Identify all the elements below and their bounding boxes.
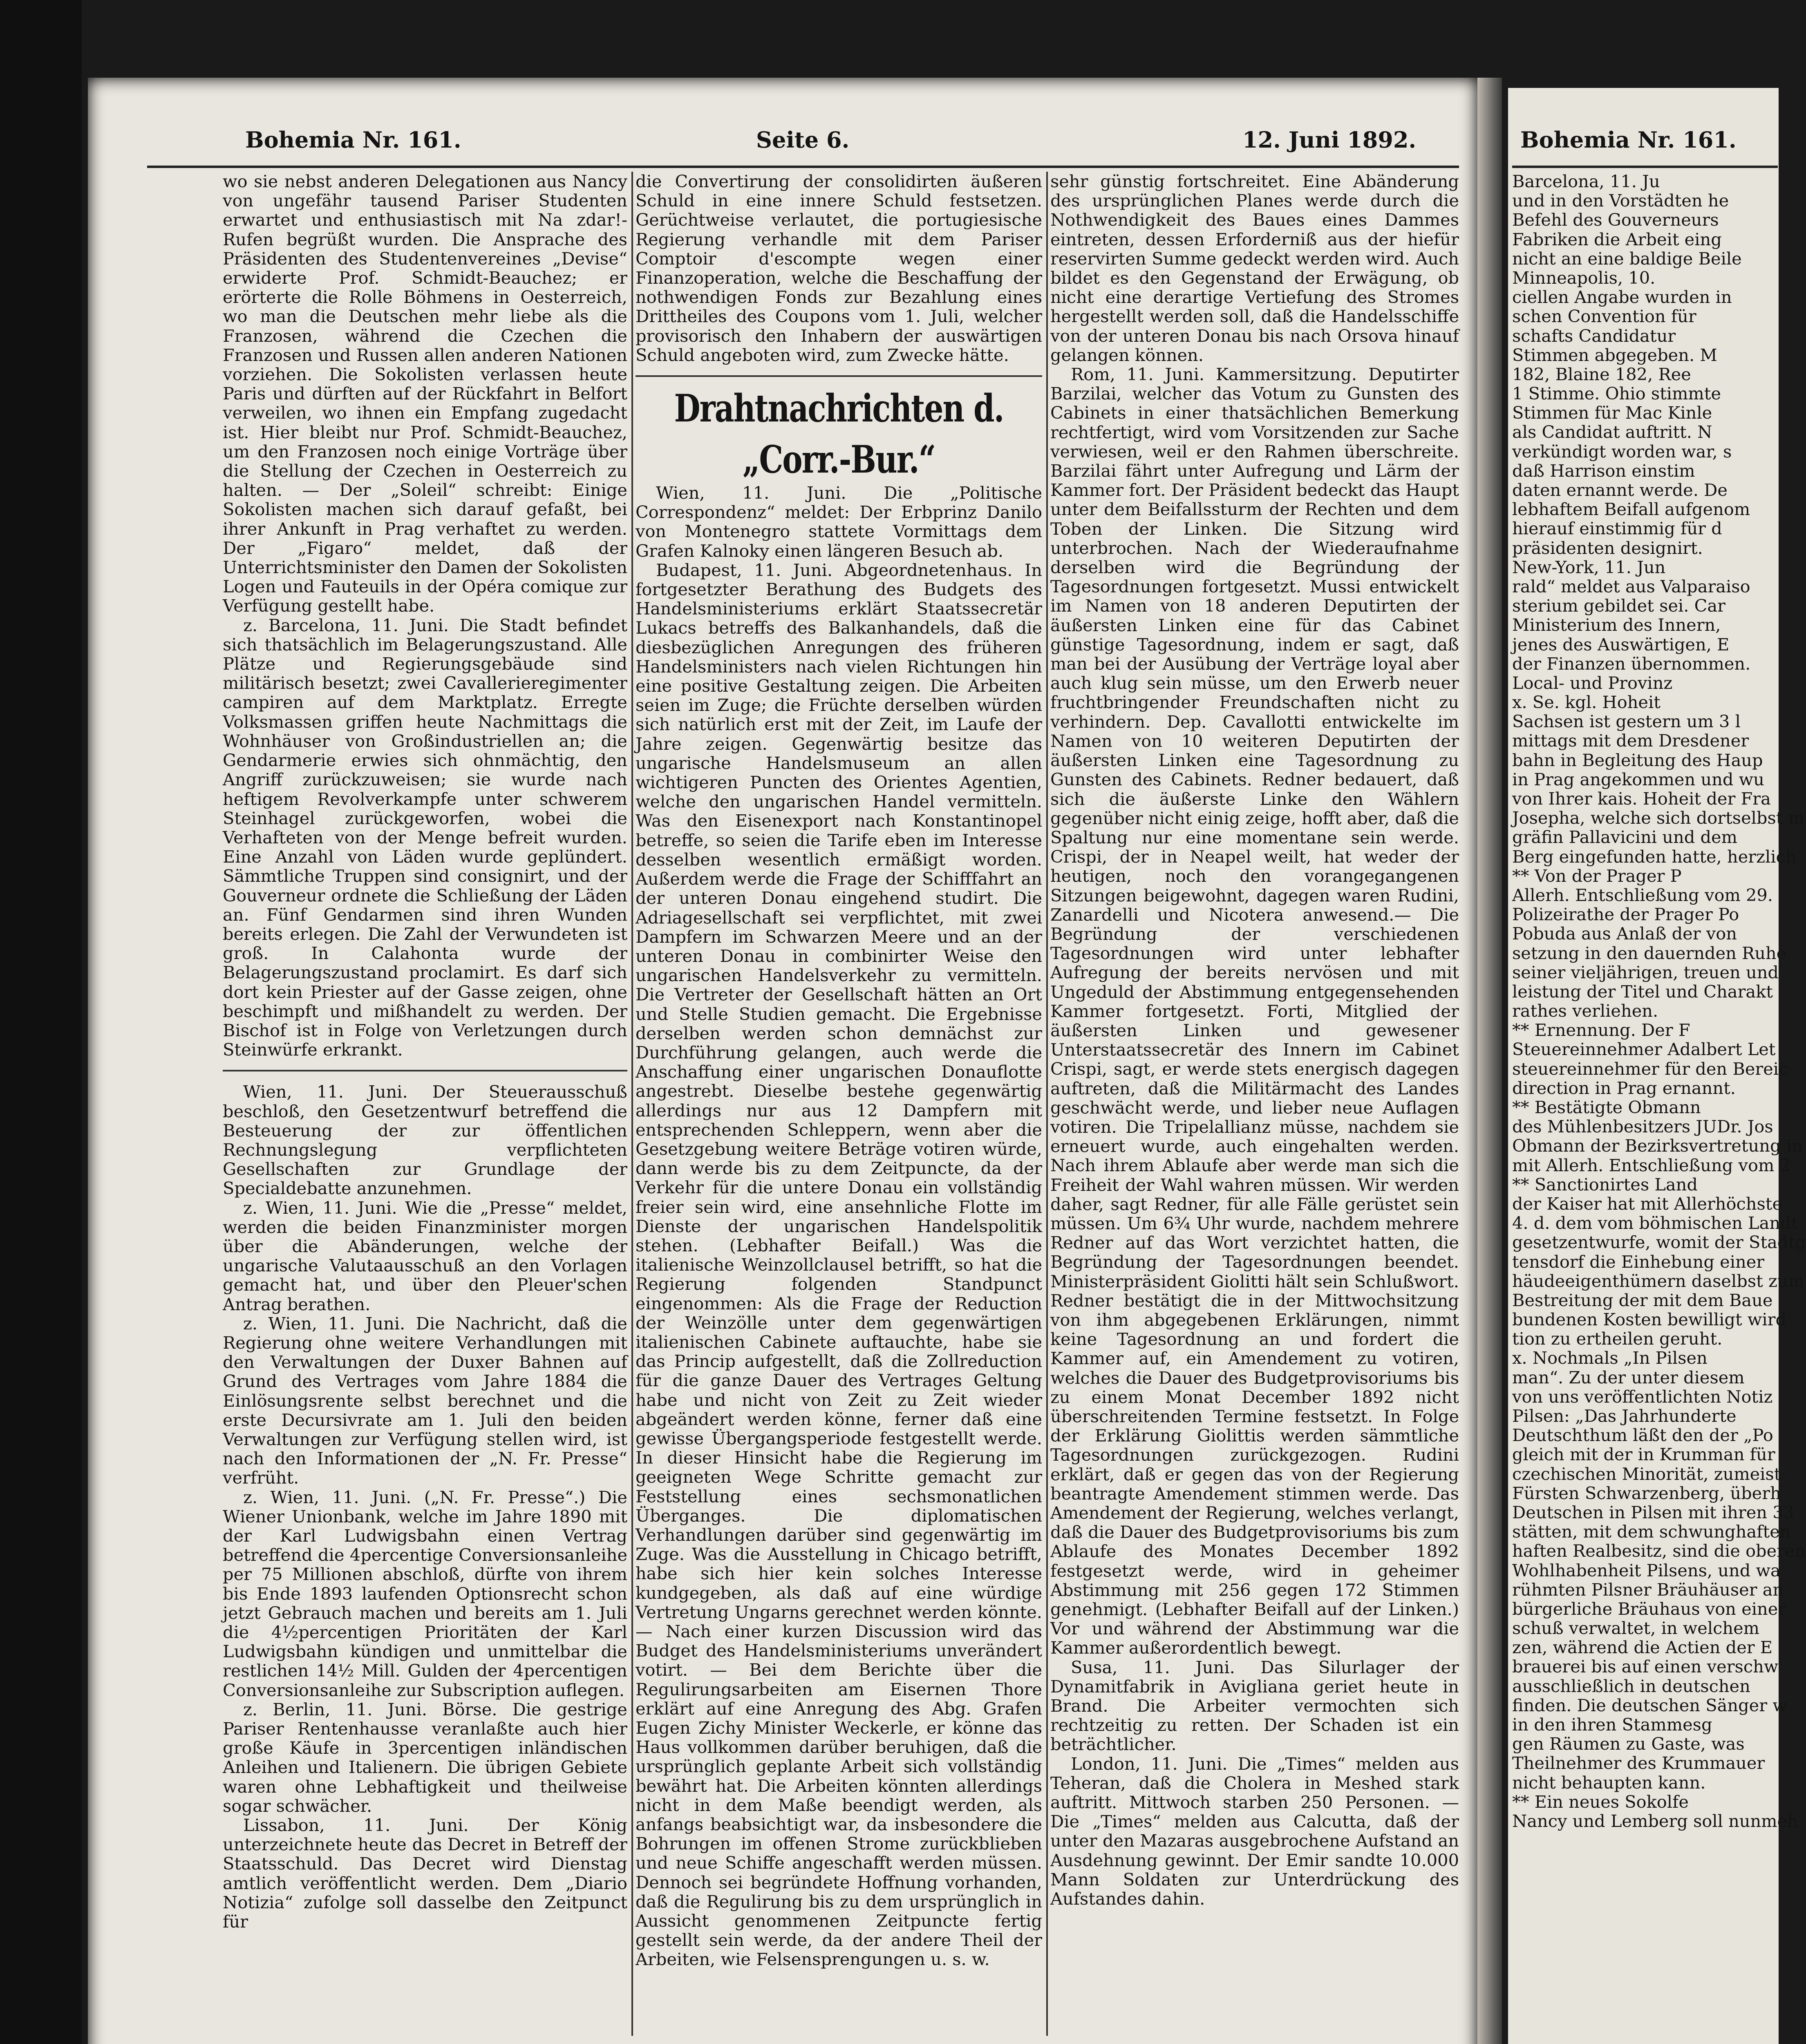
article-paragraph: Lissabon, 11. Juni. Der König unterzeichnete heute das Decret in Betreff der Staatsschuld. Das Decret wird Dienstag amtlich veröffentlicht werden. Dem „Diario Notizia“ zufolge soll dasselbe den Zeitpunct für	[223, 1815, 627, 1932]
next-page-line: ** Ein neues Sokolfe	[1512, 1791, 1689, 1812]
next-page-line: czechischen Minorität, zumeist	[1512, 1464, 1781, 1484]
next-page-line: 4. d. dem vom böhmischen Landt	[1512, 1213, 1798, 1233]
next-page-line: New-York, 11. Jun	[1512, 557, 1666, 577]
next-page-line: seiner vieljährigen, treuen und	[1512, 962, 1779, 982]
next-page-line: man“. Zu der unter diesem	[1512, 1367, 1745, 1387]
next-page-line: haften Realbesitz, sind die oberen	[1512, 1541, 1806, 1561]
next-page-line: häudeeigenthümern daselbst zum	[1512, 1271, 1804, 1291]
next-page-line: leistung der Titel und Charakt	[1512, 981, 1773, 1002]
next-page-line: finden. Die deutschen Sänger w	[1512, 1695, 1787, 1715]
next-page-line: daß Harrison einstim	[1512, 460, 1695, 481]
article-paragraph: z. Barcelona, 11. Juni. Die Stadt befindet sich thatsächlich im Belagerungszustand. Alle Plätze und Regierungsgebäude sind militärisch besetzt; zwei Cavallerieregimenter campiren auf dem Marktplatz. Erregte Volksmassen griffen heute Nachmittags die Wohnhäuser von Großindustriellen an; die Gendarmerie erwies sich ohnmächtig, den Angriff zurückzuweisen; sie wurde nach heftigem Revolverkampfe unter schwerem Steinhagel zurückgeworfen, wobei die Verhafteten von der Menge befreit wurden. Eine Anzahl von Läden wurde geplündert. Sämmtliche Truppen sind consignirt, und der Gouverneur ordnete die Schließung der Läden an. Fünf Gendarmen sind ihren Wunden bereits erlegen. Die Zahl der Verwundeten ist groß. In Calahonta wurde der Belagerungszustand proclamirt. Es darf sich dort kein Priester auf der Gasse zeigen, ohne beschimpft und mißhandelt zu werden. Der Bischof ist in Folge von Verletzungen durch Steinwürfe erkrankt.	[223, 615, 627, 1060]
next-page-line: bundenen Kosten bewilligt wird	[1512, 1309, 1787, 1330]
article-paragraph: sehr günstig fortschreitet. Eine Abänderung des ursprünglichen Planes werde durch die Nothwendigkeit des Baues eines Dammes eintreten, dessen Erforderniß aus der hiefür reservirten Summe gedeckt werden wird. Auch bildet es den Gegenstand der Erwägung, ob nicht eine derartige Vertiefung des Stromes hergestellt werden soll, daß die Handelsschiffe von der unteren Donau bis nach Orsova hinauf gelangen können.	[1050, 171, 1459, 365]
next-page-line: tensdorf die Einhebung einer	[1512, 1251, 1765, 1272]
next-page-line: Ministerium des Innern,	[1512, 615, 1721, 635]
next-page-line: Pobuda aus Anlaß der von	[1512, 923, 1737, 944]
article-paragraph: Wien, 11. Juni. Die „Politische Correspondenz“ meldet: Der Erbprinz Danilo von Montenegro stattete Vormittags dem Grafen Kalnoky einen längeren Besuch ab.	[636, 483, 1042, 561]
next-page-line: direction in Prag ernannt.	[1512, 1078, 1736, 1098]
next-page-line: hierauf einstimmig für d	[1512, 518, 1722, 539]
next-page-line: Wohlhabenheit Pilsens, und wa	[1512, 1560, 1781, 1580]
next-page-line: Sachsen ist gestern um 3 l	[1512, 711, 1741, 732]
next-page-line: Bestreitung der mit dem Baue	[1512, 1290, 1773, 1310]
next-page-line: gräfin Pallavicini und dem	[1512, 827, 1737, 847]
next-page-line: nicht behaupten kann.	[1512, 1772, 1706, 1793]
header-rule	[147, 166, 1459, 168]
next-page-line: Barcelona, 11. Ju	[1512, 171, 1660, 191]
scan-border	[0, 0, 82, 2044]
next-page-line: mittags mit dem Dresdener	[1512, 731, 1749, 751]
next-page-line: mit Allerh. Entschließung vom 2	[1512, 1155, 1790, 1175]
next-page-line: x. Se. kgl. Hoheit	[1512, 692, 1661, 713]
article-paragraph: z. Wien, 11. Juni. Die Nachricht, daß die Regierung ohne weitere Verhandlungen mit den Verwaltungen der Duxer Bahnen auf Grund des Vertrages vom Jahre 1884 die Einlösungsrente selbst berechnet und die erste Decursivrate am 1. Juli den beiden Verwaltungen zur Verfügung stellen wird, ist nach den Informationen der „N. Fr. Presse“ verfrüht.	[223, 1313, 627, 1488]
next-page-line: Allerh. Entschließung vom 29.	[1512, 885, 1773, 905]
next-page-line: Polizeirathe der Prager Po	[1512, 904, 1739, 925]
next-page-line: zen, während die Actien der E	[1512, 1637, 1773, 1658]
next-page-line: gen Räumen zu Gaste, was	[1512, 1734, 1745, 1754]
column-rule	[631, 172, 633, 2036]
next-page-line: verkündigt worden war, s	[1512, 441, 1732, 462]
next-page-line: 182, Blaine 182, Ree	[1512, 364, 1691, 384]
next-page-line: sterium gebildet sei. Car	[1512, 596, 1725, 616]
column-2	[636, 172, 1042, 2044]
next-page-line: stätten, mit dem schwunghaften	[1512, 1522, 1791, 1542]
next-page-line: Deutschthum läßt den der „Po	[1512, 1425, 1773, 1446]
section-divider	[223, 1070, 627, 1071]
section-title: Drahtnachrichten d. „Corr.-Bur.“	[674, 386, 1004, 482]
next-page-line: rathes verliehen.	[1512, 1001, 1658, 1021]
header-left: Bohemia Nr. 161.	[245, 127, 461, 153]
column-1	[223, 172, 627, 2044]
next-page-line: Befehl des Gouverneurs	[1512, 210, 1719, 230]
article-paragraph: Budapest, 11. Juni. Abgeordnetenhaus. In fortgesetzter Berathung des Budgets des Handelsministeriums erklärt Staatssecretär Lukacs betreffs des Balkanhandels, daß die diesbezüglichen Anregungen des früheren Handelsministers nach vielen Richtungen hin eine positive Gestaltung zeigen. Die Arbeiten seien im Zuge; die Früchte derselben würden sich natürlich erst mit der Zeit, im Laufe der Jahre zeigen. Gegenwärtig besitze das ungarische Handelsmuseum an allen wichtigeren Puncten des Orientes Agentien, welche den ungarischen Handel vermitteln. Was den Eisenexport nach Konstantinopel betreffe, so seien die Tarife eben im Interesse desselben wesentlich ermäßigt worden. Außerdem werde die Frage der Schifffahrt an der unteren Donau eingehend studirt. Die Adriagesellschaft sei verpflichtet, mit zwei Dampfern im Schwarzen Meere und an der unteren Donau in combinirter Weise den ungarischen Handelsverkehr zu vermitteln. Die Vertreter der Gesellschaft hätten an Ort und Stelle Studien gemacht. Die Ergebnisse derselben werden schon demnächst zur Durchführung gelangen, auch werde die Anschaffung einer ungarischen Donauflotte angestrebt. Dieselbe bestehe gegenwärtig allerdings nur aus 12 Dampfern mit entsprechenden Schleppern, wenn aber die Gesetzgebung weitere Beträge votiren würde, dann werde bis zu dem Zeitpuncte, da der Verkehr für die untere Donau ein vollständig freier sein wird, eine ansehnliche Flotte im Dienste der ungarischen Handelspolitik stehen. (Lebhafter Beifall.) Was die italienische Weinzollclausel betrifft, so hat die Regierung folgenden Standpunct eingenommen: Als die Frage der Reduction der Weinzölle unter dem gegenwärtigen italienischen Cabinete auftauchte, habe sie das Princip aufgestellt, daß die Zollreduction für die ganze Dauer des Vertrages Geltung habe und nicht von Zeit zu Zeit wieder abgeändert werden könne, ferner daß eine gewisse Übergangsperiode festgestellt werde. In dieser Hinsicht habe die Regierung im geeigneten Wege Schritte gemacht zur Feststellung eines sechsmonatlichen Überganges. Die diplomatischen Verhandlungen darüber sind gegenwärtig im Zuge. Was die Ausstellung in Chicago betrifft, habe sich hier kein solches Interesse kundgegeben, als daß auf eine würdige Vertretung Ungarns gerechnet werden könnte. — Nach einer kurzen Discussion wird das Budget des Handelsministeriums unverändert votirt. — Bei dem Berichte über die Regulirungsarbeiten am Eisernen Thore erklärt auf eine Anregung des Abg. Grafen Eugen Zichy Minister Weckerle, er könne das Haus vollkommen darüber beruhigen, daß die ursprünglich geplante Arbeit sich vollständig bewährt hat. Die Arbeiten könnten allerdings nicht in dem Maße beendigt werden, als anfangs beabsichtigt war, da insbesondere die Bohrungen im offenen Strome zurückblieben und neue Schiffe angeschafft werden müssen. Dennoch sei begründete Hoffnung vorhanden, daß die Regulirung bis zu dem ursprünglich in Aussicht genommenen Zeitpuncte fertig gestellt sein werde, da der andere Theil der Arbeiten, wie Felsensprengungen u. s. w.	[636, 560, 1042, 1970]
next-page-line: Local- und Provinz	[1512, 672, 1673, 693]
next-page-line: Pilsen: „Das Jahrhunderte	[1512, 1406, 1737, 1426]
next-page-line: der Finanzen übernommen.	[1512, 653, 1751, 674]
next-page-header-rule	[1512, 166, 1778, 168]
next-page-line: Fabriken die Arbeit eing	[1512, 229, 1722, 249]
next-page-line: Minneapolis, 10.	[1512, 267, 1656, 288]
next-page-line: ** Ernennung. Der F	[1512, 1020, 1690, 1040]
header-page-number: Seite 6.	[756, 127, 850, 153]
next-page-line: und in den Vorstädten he	[1512, 191, 1729, 211]
article-paragraph: z. Wien, 11. Juni. („N. Fr. Presse“.) Die Wiener Unionbank, welche im Jahre 1890 mit der Karl Ludwigsbahn einen Vertrag betreffend die 4percentige Conversionsanleihe per 75 Millionen abschloß, dürfte von ihrem bis Ende 1893 laufenden Optionsrecht schon jetzt Gebrauch machen und bereits am 1. Juli die 4½percentigen Prioritäten der Karl Ludwigsbahn kündigen und unmittelbar die restlichen 14½ Mill. Gulden der 4percentigen Conversionsanleihe zur Subscription auflegen.	[223, 1487, 627, 1700]
next-page-column	[1512, 171, 1806, 2044]
next-page-line: in den ihren Stammesg	[1512, 1715, 1712, 1735]
next-page-line: x. Nochmals „In Pilsen	[1512, 1348, 1708, 1368]
next-page-line: von uns veröffentlichten Notiz	[1512, 1386, 1773, 1407]
column-rule	[1046, 172, 1048, 2036]
article-paragraph: Susa, 11. Juni. Das Silurlager der Dynamitfabrik in Avigliana geriet heute in Brand. Die Arbeiter vermochten sich rechtzeitig zu retten. Der Schaden ist ein beträchtlicher.	[1050, 1657, 1459, 1755]
next-page-line: ausschließlich in deutschen	[1512, 1676, 1750, 1696]
article-paragraph: z. Wien, 11. Juni. Wie die „Presse“ meldet, werden die beiden Finanzminister morgen über die Abänderungen, welche der ungarische Valutaausschuß an den Vorlagen gemacht hat, und über den Pleuer'schen Antrag berathen.	[223, 1197, 627, 1314]
next-page-line: als Candidat auftritt. N	[1512, 422, 1712, 442]
section-divider	[636, 375, 1042, 377]
column-3	[1050, 172, 1459, 2044]
next-page-line: der Kaiser hat mit Allerhöchste	[1512, 1193, 1783, 1214]
next-page-line: rühmten Pilsner Bräuhäuser an	[1512, 1579, 1784, 1600]
next-page-line: schafts Candidatur	[1512, 325, 1676, 346]
next-page-line: Stimmen abgegeben. M	[1512, 345, 1717, 365]
next-page-line: Berg eingefunden hatte, herzlich	[1512, 846, 1797, 867]
page-fold	[1477, 78, 1502, 2044]
next-page-line: schuß verwaltet, in welchem	[1512, 1618, 1760, 1638]
next-page-line: präsidenten designirt.	[1512, 538, 1703, 558]
next-page-line: brauerei bis auf einen verschw	[1512, 1656, 1779, 1677]
next-page-line: tion zu ertheilen geruht.	[1512, 1329, 1723, 1349]
next-page-line: des Mühlenbesitzers JUDr. Jos	[1512, 1116, 1773, 1137]
next-page-line: Steuereinnehmer Adalbert Let	[1512, 1039, 1776, 1060]
next-page-line: ciellen Angabe wurden in	[1512, 287, 1732, 307]
next-page-line: 1 Stimme. Ohio stimmte	[1512, 383, 1721, 404]
next-page-line: Nancy und Lemberg soll nunmeh	[1512, 1811, 1798, 1831]
next-page-line: lebhaftem Beifall aufgenom	[1512, 499, 1750, 520]
next-page-line: Obmann der Bezirksvertretung in	[1512, 1136, 1803, 1156]
next-page-line: Stimmen für Mac Kinle	[1512, 403, 1712, 423]
next-page	[1508, 88, 1806, 2044]
next-page-line: steuereinnehmer für den Bereic	[1512, 1058, 1788, 1079]
article-paragraph: die Convertirung der consolidirten äußeren Schuld in eine innere Schuld festsetzen. Gerüchtweise verlautet, die portugiesische Regierung verhandle mit dem Pariser Comptoir d'escompte wegen einer Finanzoperation, welche die Beschaffung der nothwendigen Fonds zur Bezahlung eines Drittheiles des Coupons vom 1. Juli, welcher provisorisch den Inhabern der auswärtigen Schuld angeboten wird, zum Zwecke hätte.	[636, 171, 1042, 365]
next-page-line: bürgerliche Bräuhaus von einer	[1512, 1598, 1786, 1619]
next-page-line: Josepha, welche sich dortselbst m	[1512, 808, 1804, 828]
next-page-line: schen Convention für	[1512, 306, 1696, 327]
next-page-line: Deutschen in Pilsen mit ihren 33	[1512, 1502, 1795, 1522]
header-date: 12. Juni 1892.	[1242, 127, 1417, 153]
next-page-line: nicht an eine baldige Beile	[1512, 248, 1742, 269]
next-page-line: ** Bestätigte Obmann	[1512, 1097, 1701, 1117]
next-page-line: setzung in den dauernden Ruhe	[1512, 943, 1787, 963]
next-page-line: ** Sanctionirtes Land	[1512, 1174, 1698, 1195]
next-page-line: daten ernannt werde. De	[1512, 480, 1728, 500]
next-page-line: gleich mit der in Krumman für	[1512, 1444, 1775, 1465]
next-page-line: jenes des Auswärtigen, E	[1512, 634, 1730, 654]
next-page-line: in Prag angekommen und wu	[1512, 769, 1764, 789]
next-page-line: gesetzentwurfe, womit der Stadtg	[1512, 1232, 1806, 1253]
article-paragraph: Wien, 11. Juni. Der Steuerausschuß beschloß, den Gesetzentwurf betreffend die Besteuerung der zur öffentlichen Rechnungslegung verpflichteten Gesellschaften zur Grundlage der Specialdebatte anzunehmen.	[223, 1082, 627, 1199]
article-paragraph: z. Berlin, 11. Juni. Börse. Die gestrige Pariser Rentenhausse veranlaßte auch hier große Käufe in 3percentigen inländischen Anleihen und Italienern. Die übrigen Gebiete waren ohne Lebhaftigkeit und theilweise sogar schwächer.	[223, 1699, 627, 1816]
page-header	[155, 127, 1463, 164]
next-page-line: ** Von der Prager P	[1512, 865, 1682, 886]
article-paragraph: Rom, 11. Juni. Kammersitzung. Deputirter Barzilai, welcher das Votum zu Gunsten des Cabinets in einer thatsächlichen Bemerkung rechtfertigt, wird vom Vorsitzenden zur Sache verwiesen, weil er den Rahmen überschreite. Barzilai fährt unter Aufregung und Lärm der Kammer fort. Der Präsident bedeckt das Haupt unter dem Beifallssturm der Rechten und dem Toben der Linken. Die Sitzung wird unterbrochen. Nach der Wiederaufnahme derselben wird die Begründung der Tagesordnungen fortgesetzt. Mussi entwickelt im Namen von 18 anderen Deputirten der äußersten Linken eine für das Cabinet günstige Tagesordnung, indem er sagt, daß man bei der Ausübung der Verträge loyal aber auch klug sein müsse, um den Erwerb neuer fruchtbringender Freundschaften nicht zu verhindern. Dep. Cavallotti entwickelte im Namen von 10 weiteren Deputirten der äußersten Linken eine Tagesordnung zu Gunsten des Cabinets. Redner bedauert, daß sich die äußerste Linke den Wählern gegenüber nicht einig zeige, hofft aber, daß die Spaltung nur eine momentane sein werde. Crispi, der in Neapel weilt, hat weder der heutigen, noch den vorangegangenen Sitzungen beigewohnt, dagegen waren Rudini, Zanardelli und Nicotera anwesend.— Die Begründung der verschiedenen Tagesordnungen wird unter lebhafter Aufregung der bereits nervösen und mit Ungeduld der Abstimmung entgegensehenden Kammer fortgesetzt. Forti, Mitglied der äußersten Linken und gewesener Unterstaatssecretär des Innern im Cabinet Crispi, sagt, er werde stets energisch dagegen auftreten, daß die Militärmacht des Landes geschwächt werde, und lieber neue Auflagen votiren. Die Tripelallianz müsse, nachdem sie erneuert wurde, auch eingehalten werden. Nach ihrem Ablaufe aber werde man sich die Freiheit der Wahl wahren müssen. Wir werden daher, sagt Redner, für alle Fälle gerüstet sein müssen. Um 6¾ Uhr wurde, nachdem mehrere Redner auf das Wort verzichtet hatten, die Begründung der Tagesordnungen beendet. Ministerpräsident Giolitti hält sein Schlußwort. Redner bestätigt die in der Mittwochsitzung von ihm abgegebenen Erklärungen, nimmt keine Tagesordnung an und fordert die Kammer auf, ein Amendement zu votiren, welches die Dauer des Budgetprovisoriums bis zu einem Monat December 1892 nicht überschreitenden Termine festsetzt. In Folge der Erklärung Giolittis werden sämmtliche Tagesordnungen zurückgezogen. Rudini erklärt, daß er gegen das von der Regierung beantragte Amendement stimmen werde. Das Amendement der Regierung, welches verlangt, daß die Dauer des Budgetprovisoriums bis zum Ablaufe des Monates December 1892 festgesetzt werde, wird in geheimer Abstimmung mit 256 gegen 172 Stimmen genehmigt. (Lebhafter Beifall auf der Linken.) Vor und während der Abstimmung war die Kammer außerordentlich bewegt.	[1050, 364, 1459, 1658]
next-page-line: Fürsten Schwarzenberg, überh	[1512, 1483, 1781, 1503]
next-page-line: rald“ meldet aus Valparaiso	[1512, 576, 1750, 596]
next-page-line: Theilnehmer des Krummauer	[1512, 1753, 1765, 1773]
next-page-line: bahn in Begleitung des Haup	[1512, 750, 1763, 770]
article-paragraph: London, 11. Juni. Die „Times“ melden aus Teheran, daß die Cholera in Meshed stark auftritt. Mittwoch starben 250 Personen. — Die „Times“ melden aus Calcutta, daß der unter den Mazaras ausgebrochene Aufstand an Ausdehnung gewinnt. Der Emir sandte 10.000 Mann Soldaten zur Unterdrückung des Aufstandes dahin.	[1050, 1753, 1459, 1909]
next-page-line: von Ihrer kais. Hoheit der Fra	[1512, 789, 1771, 809]
article-paragraph: wo sie nebst anderen Delegationen aus Nancy von ungefähr tausend Pariser Studenten erwartet und enthusiastisch mit Na zdar!-Rufen begrüßt wurden. Die Ansprache des Präsidenten des Studentenvereines „Devise“ erwiderte Prof. Schmidt-Beauchez; er erörterte die Rolle Böhmens in Oesterreich, wo man die Deutschen mehr liebe als die Franzosen, während die Czechen die Franzosen und Russen allen anderen Nationen vorziehen. Die Sokolisten verlassen heute Paris und dürften auf der Rückfahrt in Belfort verweilen, wo ihnen ein Empfang zugedacht ist. Hier bleibt nur Prof. Schmidt-Beauchez, um den Franzosen noch einige Vorträge über die Stellung der Czechen in Oesterreich zu halten. — Der „Soleil“ schreibt: Einige Sokolisten machen sich darauf gefaßt, bei ihrer Ankunft in Prag verhaftet zu werden. Der „Figaro“ meldet, daß der Unterrichtsminister den Damen der Sokolisten Logen und Fauteuils in der Opéra comique zur Verfügung gestellt habe.	[223, 171, 627, 616]
next-page-header: Bohemia Nr. 161.	[1520, 127, 1737, 153]
